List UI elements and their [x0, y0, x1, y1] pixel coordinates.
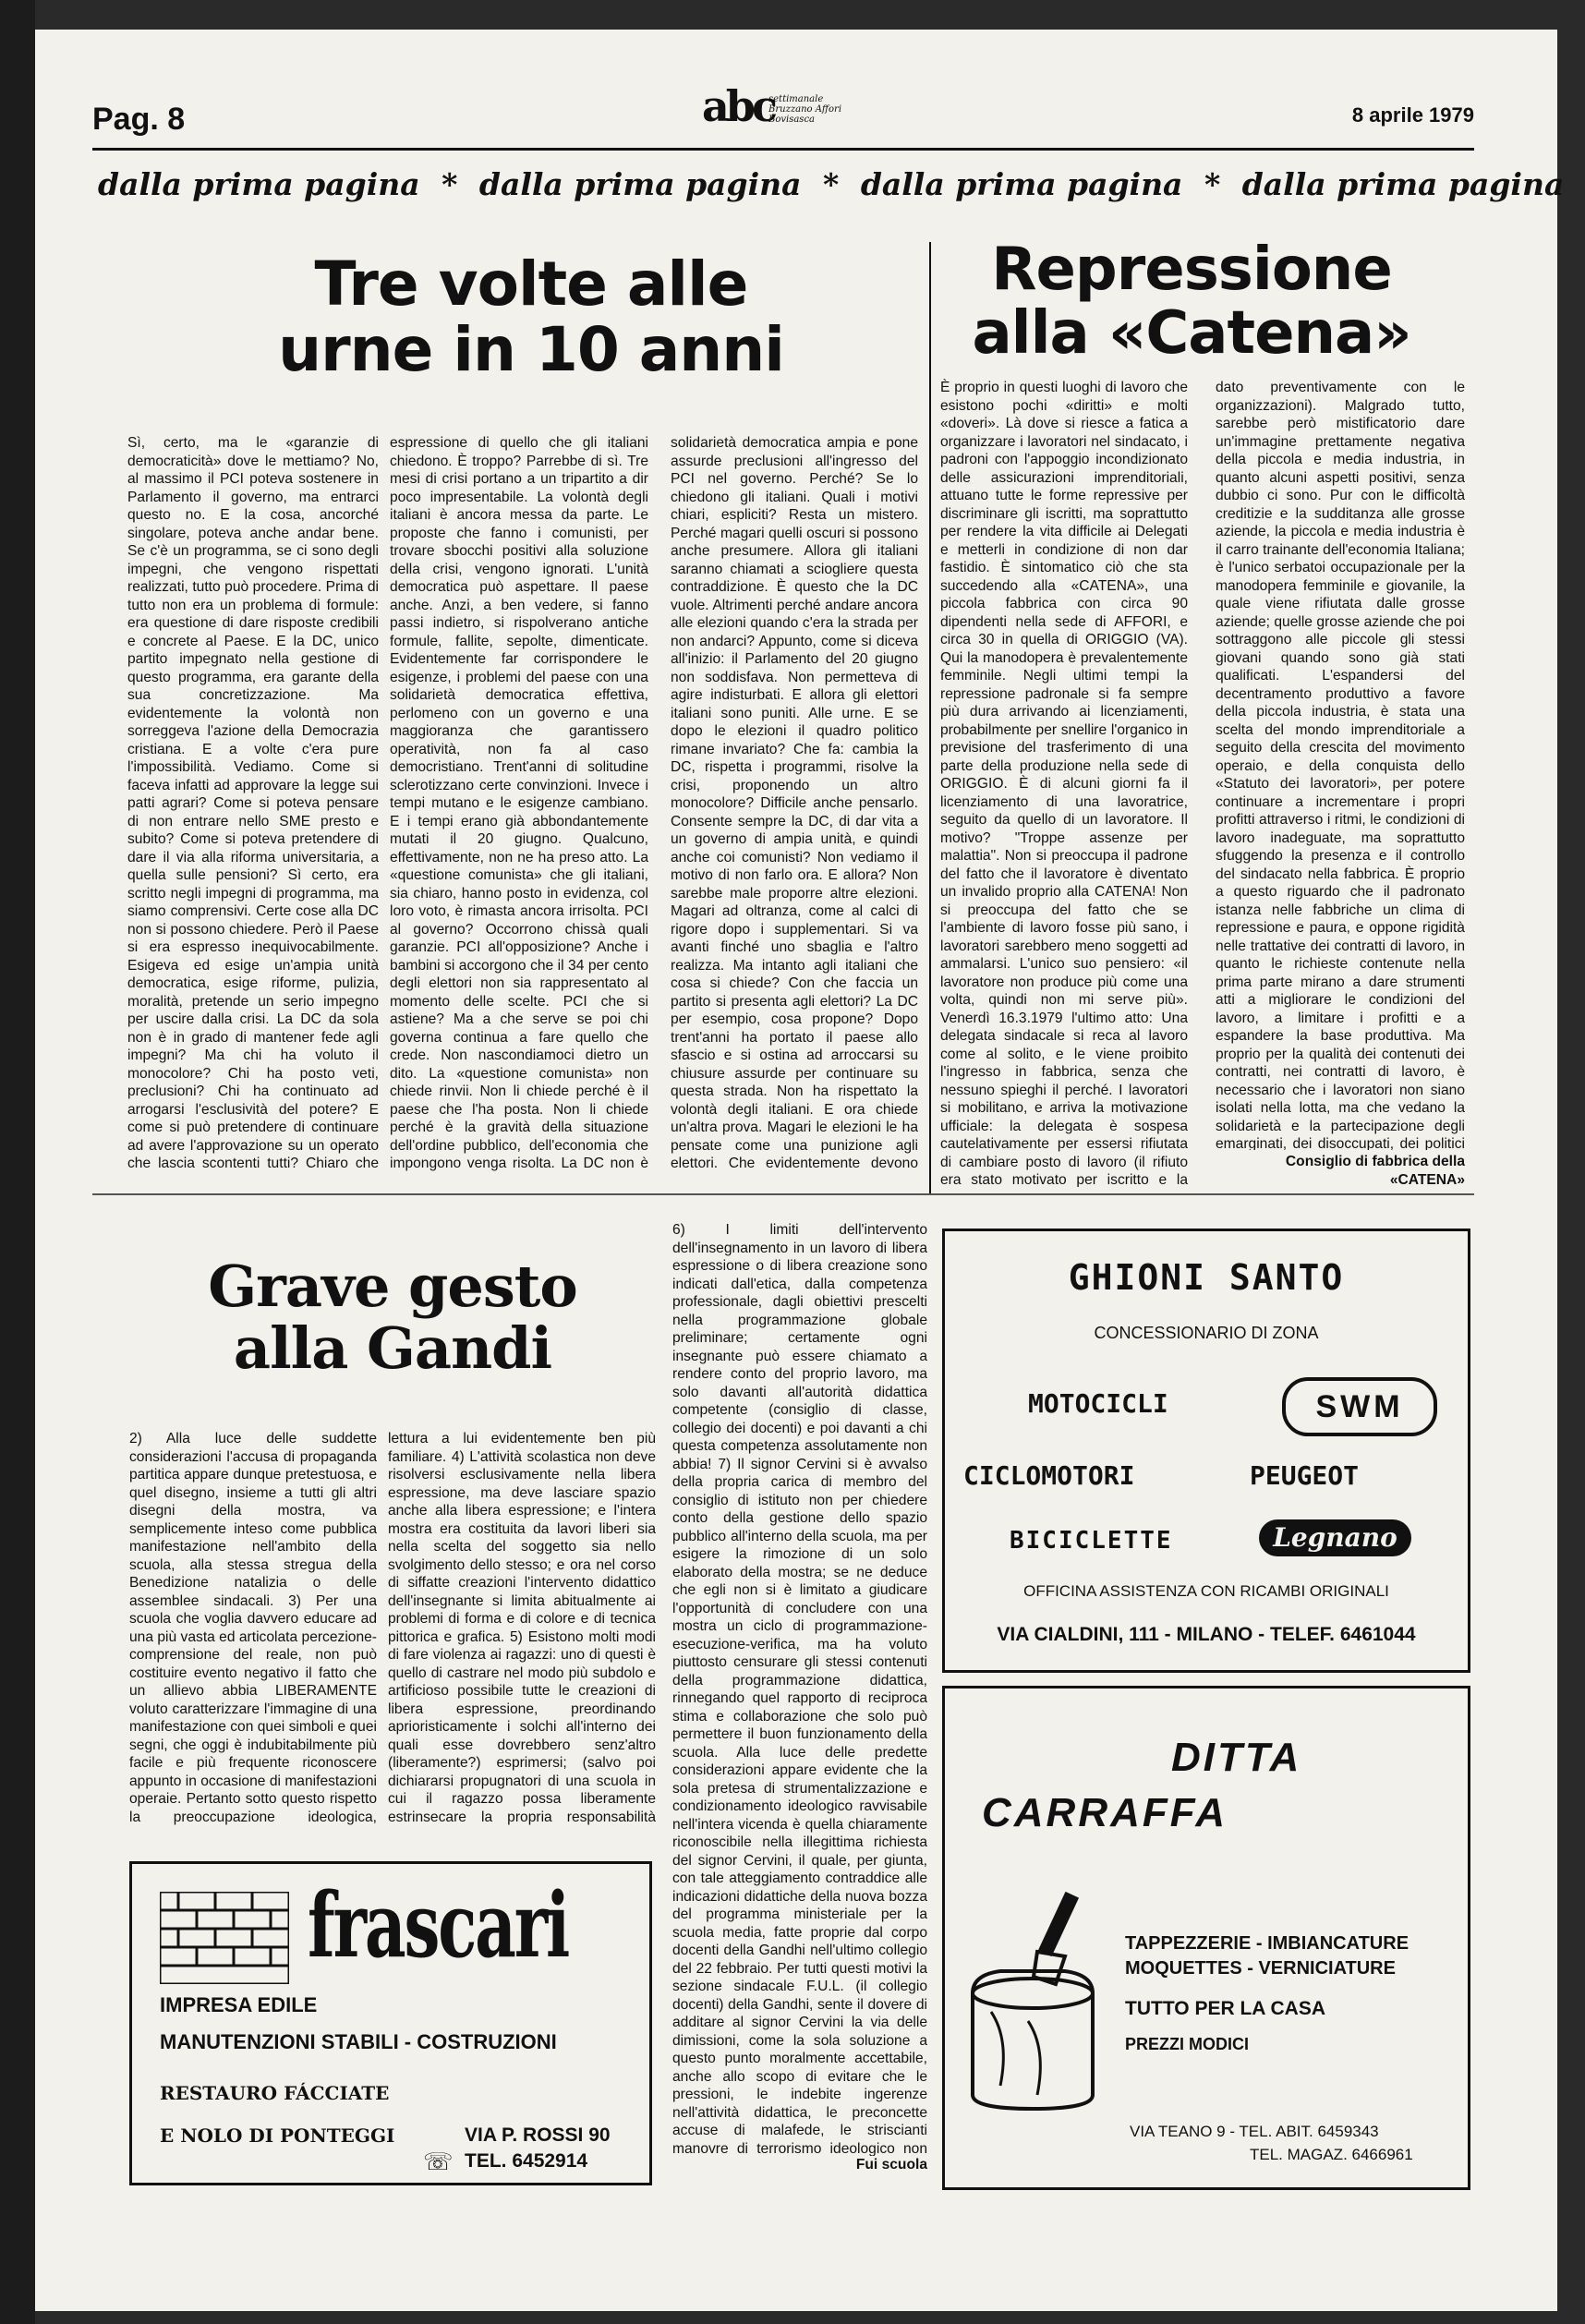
column-divider: [929, 242, 931, 1193]
ad-ghioni-row: CICLOMOTORI: [963, 1460, 1135, 1491]
ad-ghioni-santo: [942, 1229, 1470, 1673]
signature-line: Consiglio di fabbrica della: [1285, 1154, 1465, 1169]
ad-carraffa-service: MOQUETTES - VERNICIATURE: [1125, 1958, 1396, 1979]
ad-frascari: [129, 1861, 652, 2185]
headline-line: urne in 10 anni: [278, 314, 784, 386]
ad-frascari-phone: TEL. 6452914: [465, 2150, 588, 2172]
article-gandi-col2: lettura a lui evidentemente ben più familiare. 4) L'attività scolastica non deve risolversi esclusivamente nella libera espressione, ma deve lasciare spazio anche alla libera espressione; e l'intera mostra era costituita da lavori liberi sia nella scelta del soggetto sia nello svolgimento dello stesso; e ora nel corso di siffatte creazioni l'intervento didattico dell'insegnante si limita abitualmente ai problemi di forma e di colore e di tecnica pittorica e grafica. 5) Esistono molti modi di fare violenza ai ragazzi: uno di questi è quello di castrare nel modo più subdolo e artificioso possibile tutte le creazioni di libera espressione, preordinando aprioristicamente i solchi all'interno dei quali esse dovrebbero senz'altro (liberamente?) esprimersi; (salvo poi dichiararsi propugnatori di una scuola in cui il ragazzo possa liberamente estrinsecare la propria responsabilità: [388, 1431, 656, 1825]
article-catena-col1: È proprio in questi luoghi di lavoro che esistono pochi «diritti» e molti «doveri». Là dove si riesce a fatica a organizzare i lavoratori nel sindacato, i padroni con l'appoggio incondizionato delle assicurazioni imprenditoriali, attuano tutte le forme repressive per discriminare gli iscritti, ma soprattutto per rendere la vita difficile ai Delegati e metterli in condizione di non dar fastidio. È sintomatico ciò che sta succedendo alla «CATENA», una piccola fabbrica con circa 90 dipendenti nella sede di AFFORI, e circa 30 in quella di ORIGGIO (VA). Qui la manodopera è prevalentemente femminile. Negli ultimi tempi la repressione padronale si fa sempre più dura arrivando ai licenziamenti, probabilmente per snellire l'organico in previsione del trasferimento di una parte della produzione nella sede di ORIGGIO. È di alcuni giorni fa il licenziamento di una lavoratrice, seguito da quello di un lavoratore. Il motivo? "Troppe assenze per malattia". Non si preoccupa il padrone del fatto che il lavoratore è diventato un invalido proprio alla CATENA! Non si preoccupa del fatto che se l'ambiente di lavoro fosse più sano, i lavoratori sarebbero meno soggetti ad ammalarsi. L'unico suo pensiero: «il lavoratore non produce più come una volta, quindi non mi serve più». Venerdì 16.3.1979 l'ultimo atto: Una delegata sindacale si reca al lavoro come al solito, e le viene proibito l'ingresso in fabbrica, senza che nessuno spieghi il perché. I lavoratori si mobilitano, e arriva la motivazione ufficiale: la delegata è sospesa cautelativamente per essersi rifiutata di cambiare posto di lavoro (il rifiuto era stato motivato per iscritto e la: [940, 380, 1188, 1187]
article-gandi-col1: 2) Alla luce delle suddette considerazioni l'accusa di propaganda partitica appare dunque pretestuosa, e quel disegno, insieme a tutti gli altri disegni della mostra, va semplicemente inteso come pubblica manifestazione nell'ambito della scuola, alla stessa stregua della Benedizione natalizia o delle assemblee sindacali. 3) Per una scuola che voglia davvero educare ad una più vasta ed articolata percezione-comprensione del reale, non può costituire evento negativo il fatto che un allievo abbia LIBERAMENTE voluto caratterizzare l'immagine di una manifestazione con quei simboli e quei segni, che oggi è indubitabilmente più facile e più frequente riconoscere appunto in occasione di manifestazioni operaie. Pertanto sotto questo rispetto la preoccupazione ideologica,: [129, 1431, 377, 1825]
ad-frascari-address: VIA P. ROSSI 90: [465, 2124, 611, 2146]
article-gandi-headline: [134, 1253, 651, 1382]
headline-line: alla «Catena»: [972, 299, 1411, 369]
banner-separator: *: [823, 166, 840, 202]
swm-logo: SWM: [1282, 1377, 1437, 1436]
article-tre-volte-col3: solidarietà democratica ampia e pone assurde preclusioni all'ingresso del PCI nel governo. Perché? Se lo chiedono gli italiani. Quali i motivi chiari, espliciti? Resta un mistero. Perché magari quelli oscuri si possono anche presumere. Allora gli italiani saranno chiamati a sciogliere questa contraddizione. È questo che la DC vuole. Altrimenti perché andare ancora alle elezioni quando c'era la strada per non andarci? Appunto, come si diceva all'inizio: il Parlamento del 20 giugno non soddisfava. Non permetteva di agire indisturbati. E allora gli elettori italiani sono puniti. Alle urne. E se dopo le elezioni il quadro politico rimane invariato? Che fa: cambia la DC, rispetta i programmi, risolve la crisi, proponendo un altro monocolore? Difficile anche pensarlo. Consente sempre la DC, di dar vita a un governo di ampia unità, e quindi anche coi comunisti? Non vediamo il motivo di non farlo ora. E allora? Non sarebbe male proporre altre elezioni. Magari ad oltranza, come al calci di rigore dopo i supplementari. Si va avanti finché uno sbaglia e l'altro realizza. Ma intanto agli italiani che cosa si chiede? Con che faccia un partito si presenta agli elettori? La DC per esempio, cosa propone? Dopo trent'anni ha portato il paese allo sfascio e si ostina ad arroccarsi su chiusure assurde per continuare su questa strada. Non ha rispettato la volontà degli italiani. E ora chiede un'altra prova. Magari le elezioni le ha pensate come una punizione agli elettori. Che evidentemente devono: [671, 435, 918, 1171]
issue-date: 8 aprile 1979: [1351, 103, 1474, 127]
page-number: Pag. 8: [92, 102, 186, 137]
newspaper-logo: [702, 81, 850, 137]
brick-wall-icon: [160, 1892, 289, 1984]
article-tre-volte-col1: Sì, certo, ma le «garanzie di democraticità» dove le mettiamo? No, al massimo il PCI poteva sostenere in Parlamento il governo, ma entrarci questo no. E la cosa, ancorché singolare, poteva anche andar bene. Se c'è un programma, se ci sono degli impegni, che vengono rispettati realizzati, tutto può procedere. Prima di tutto non era un problema di formule: era questione di dare risposte credibili e concrete al Paese. E la DC, unico partito impegnato nella gestione di questo programma, era garante della sua concretizzazione. Ma evidentemente la volontà non sorreggeva l'azione della Democrazia cristiana. E a volte c'era pure l'impossibilità. Vediamo. Come si faceva infatti ad approvare la legge sui patti agrari? Come si poteva pensare di non entrare nello SME presto e subito? Come si poteva pretendere di dare il via alla riforma universitaria, a quella sulle pensioni? Sì certo, era scritto negli impegni di programma, ma siamo comprensivi. Certe cose alla DC non si possono chiedere. Però il Paese si era espresso inequivocabilmente. Esigeva ed esige un'ampia unità democratica, esige riforme, pulizia, moralità, pretende un serio impegno per uscire dalla crisi. La DC da sola non è in grado di mantener fede agli impegni? Ma chi ha voluto il monocolore? Chi ha posto veti, preclusioni? Chi ha continuato ad arrogarsi l'esclusività del potere? E come si può pretendere di continuare ad avere l'approvazione su un operato che lascia scontenti tutti? Chiaro che: [127, 435, 379, 1171]
page-header: [92, 81, 1474, 146]
headline-line: Grave gesto: [208, 1253, 577, 1320]
section-rule: [92, 1193, 1474, 1195]
article-gandi-col3: 6) I limiti dell'intervento dell'insegnamento in un lavoro di libera espressione o di libera creazione sono indicati dall'etica, dalla competenza professionale, dagli obiettivi prescelti nella programmazione globale preliminare; certamente ogni insegnante può essere chiamato a rendere conto del proprio lavoro, ma solo davanti all'autorità didattica competente (consiglio di classe, collegio dei docenti) e poi davanti a chi questa competenza assolutamente non abbia! 7) Il signor Cervini si è avvalso della propria carica di membro del consiglio di istituto non per chiedere conto della gestione dello spazio pubblico all'interno della scuola, ma per esigere la rimozione di un solo elaborato della mostra; se ne deduce che egli non si è limitato a giudicare l'opportunità di concludere con una mostra un ciclo di programmazione-esecuzione-verifica, ma ha voluto piuttosto censurare gli stessi contenuti della programmazione didattica, rinnegando quel rapporto di reciproca stima e collaborazione che solo può permettere il buon funzionamento della scuola. Alla luce delle predette considerazioni appare evidente che la sola pretesa di strumentalizzazione e condizionamento ideologico ravvisabile nell'intera vicenda è quella chiaramente riconoscibile nella illegittima richiesta del signor Cervini, il quale, per giunta, con tale atteggiamento contraddice alle indicazioni didattiche della nuova bozza del programma ministeriale per la scuola media, fatte proprie dal corpo docenti della Gandhi nell'ultimo collegio del 22 febbraio. Per tutti questi motivi la sezione sindacale F.U.L. (il collegio docenti) della Gandhi, sente il dovere di additare al signor Cervini la via delle dimissioni, come la sola soluzione a questo punto moralmente accettabile, anche allo scopo di evitare che le pressioni, le indebite ingerenze nell'attività didattica, le preconcette accuse di malafede, le striscianti manovre di terrorismo ideologico non: [672, 1222, 927, 2156]
ad-ditta-carraffa: [942, 1686, 1470, 2190]
ad-ghioni-row: BICICLETTE: [1010, 1527, 1173, 1555]
article-gandi-signature: Fui scuola: [855, 2157, 927, 2173]
ad-carraffa-tagline: TUTTO PER LA CASA: [1125, 1998, 1326, 2019]
signature-line: «CATENA»: [1389, 1171, 1465, 1188]
paint-can-brush-icon: [963, 1873, 1102, 2113]
headline-line: alla Gandi: [233, 1313, 552, 1382]
ad-ghioni-name: GHIONI SANTO: [1068, 1257, 1345, 1298]
ad-frascari-line: E NOLO DI PONTEGGI: [160, 2124, 395, 2147]
article-catena-signature: [1216, 1153, 1465, 1192]
article-catena-headline: [933, 236, 1450, 369]
banner-item: dalla prima pagina: [478, 166, 802, 202]
banner-separator: *: [1204, 166, 1221, 202]
ad-carraffa-line: CARRAFFA: [982, 1790, 1228, 1835]
banner-separator: *: [442, 166, 458, 202]
ad-ghioni-subtitle: CONCESSIONARIO DI ZONA: [1094, 1324, 1319, 1342]
ad-ghioni-address: VIA CIALDINI, 111 - MILANO - TELEF. 6461044: [997, 1624, 1416, 1645]
ad-frascari-line: RESTAURO FÁCCIATE: [160, 2082, 390, 2104]
logo-mark: abc: [702, 81, 774, 131]
scan-edge: [0, 0, 35, 2324]
banner-item: dalla prima pagina: [98, 166, 420, 202]
peugeot-logo: PEUGEOT: [1250, 1460, 1360, 1491]
ad-carraffa-address: VIA TEANO 9 - TEL. ABIT. 6459343: [1130, 2123, 1379, 2140]
article-tre-volte-headline: [139, 248, 924, 386]
ad-carraffa-address: TEL. MAGAZ. 6466961: [1250, 2146, 1413, 2163]
ad-carraffa-prices: PREZZI MODICI: [1125, 2035, 1249, 2053]
ad-frascari-phone-mark: ☏: [423, 2148, 454, 2176]
article-tre-volte-col2: espressione di quello che gli italiani chiedono. È troppo? Parrebbe di sì. Tre mesi di crisi portano a un tripartito a dir poco impresentabile. La volontà degli italiani è ancora messa da parte. Le proposte che fanno i comunisti, per trovare sbocchi positivi alla soluzione della crisi, vengono ignorati. L'unità democratica può aspettare. Il paese anche. Anzi, a ben vedere, si fanno passi indietro, si rispolverano antiche formule, fallite, sepolte, dimenticate. Evidentemente far corrispondere le esigenze, i problemi del paese con una solidarietà democratica effettiva, perlomeno con un governo e una maggioranza che garantissero operatività, non fa al caso democristiano. Trent'anni di solitudine sclerotizzano certe convinzioni. Invece i tempi mutano e le esigenze cambiano. E i tempi erano già abbondantemente mutati il 20 giugno. Qualcuno, effettivamente, non ne ha preso atto. La «questione comunista» che gli italiani, sia chiaro, hanno posto in evidenza, col loro voto, è rimasta ancora irrisolta. PCI al governo? Occorrono chissà quali garanzie. PCI all'opposizione? Anche i bambini si accorgono che il 34 per cento degli elettori non sia rappresentato al momento delle scelte. PCI che si astiene? Ma a che serve se poi chi governa continua a fare quello che crede. Non nascondiamoci dietro un dito. La «questione comunista» non chiede rinvii. Non li chiede perché è il paese che l'ha posta. Non li chiede perché è la gravità della situazione dell'ordine pubblico, dell'economia che impongono venga risolta. La DC non è: [390, 435, 648, 1171]
ad-frascari-line: MANUTENZIONI STABILI - COSTRUZIONI: [160, 2030, 557, 2053]
headline-line: Repressione: [991, 236, 1392, 304]
logo-subtitle: settimanale Bruzzano Affori Bovisasca: [768, 94, 842, 125]
ad-ghioni-row: MOTOCICLI: [1028, 1388, 1168, 1419]
ad-carraffa-line: DITTA: [1171, 1735, 1302, 1780]
banner-item: dalla prima pagina: [860, 166, 1183, 202]
ad-carraffa-service: TAPPEZZERIE - IMBIANCATURE: [1125, 1933, 1410, 1954]
headline-line: Tre volte alle: [314, 248, 748, 320]
ad-frascari-line: IMPRESA EDILE: [160, 1993, 318, 2016]
continued-banner: [92, 166, 1565, 212]
legnano-logo: Legnano: [1259, 1519, 1411, 1556]
ad-ghioni-service: OFFICINA ASSISTENZA CON RICAMBI ORIGINALI: [1023, 1582, 1389, 1600]
banner-item: dalla prima pagina: [1241, 166, 1565, 202]
article-catena-col2: dato preventivamente con le organizzazioni). Malgrado tutto, sarebbe però mistificatorio dare un'immagine prettamente negativa della piccola e media industria, in quanto alcuni aspetti positivi, senza dubbio ci sono. Pur con le difficoltà creditizie e la sudditanza alle grosse aziende, la piccola e media industria è il carro trainante dell'economia Italiana; è l'unico serbatoi occupazionale per la manodopera femminile e giovanile, la quale viene rifiutata dalle grosse aziende; quelle grosse aziende che poi sottraggono alle piccole gli stessi giovani quando sono già stati qualificati. L'espandersi del decentramento produttivo a favore della piccola industria, è stata una scelta del mondo imprenditoriale a seguito della crescita del movimento operaio, e della conquista dello «Statuto dei lavoratori», per potere continuare a incrementare i propri profitti attraverso i ritmi, le condizioni di lavoro inadeguate, ma soprattutto sfuggendo la presenza e il controllo del sindacato nella fabbrica. È proprio a questo riguardo che il padronato istanza nelle fabbriche un clima di repressione e paura, e oppone rigidità nelle trattative dei contratti di lavoro, in quanto le richieste contenute nella prima parte mirano a dare strumenti atti a migliorare le condizioni del lavoro, a limitare i profitti e a espandere la base produttiva. Ma proprio per la qualità dei contenuti dei contratti, nei contratti di lavoro, è necessario che i lavoratori non siano isolati nella lotta, ma che vedano la solidarietà e la partecipazione degli emarginati, dei disoccupati, dei politici: [1216, 380, 1465, 1150]
header-rule: [92, 148, 1474, 151]
ad-frascari-brand: frascari: [308, 1873, 569, 1978]
